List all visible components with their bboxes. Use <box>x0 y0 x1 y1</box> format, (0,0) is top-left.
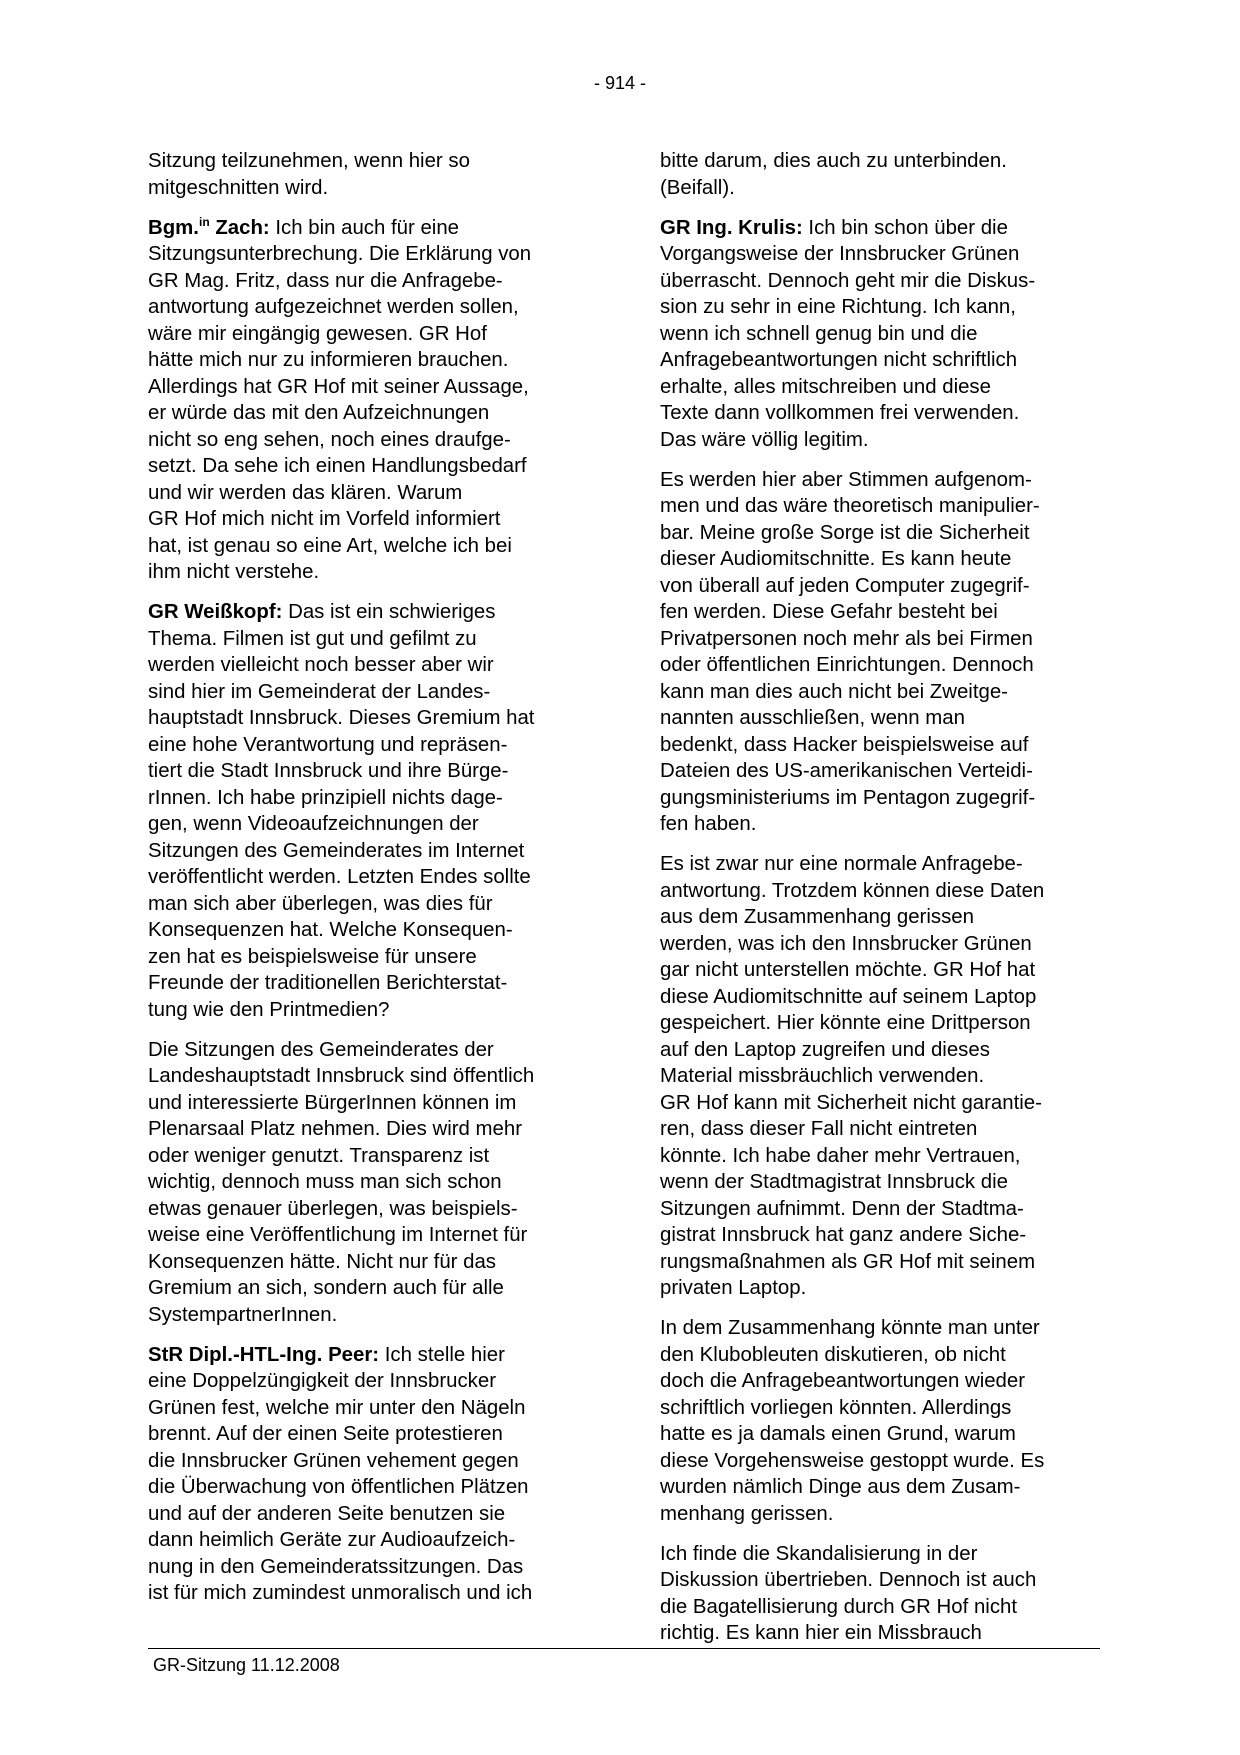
paragraph-text: Ich bin auch für eine Sitzungsunterbrechung. Die Erklärung von GR Mag. Fritz, dass nur die Anfragebe- antwortung aufgezeichnet werden sollen, wäre mir eingängig gewesen. GR Hof hätte mich nur zu informieren brauchen. Allerdings hat GR Hof mit seiner Aussage, er würde das mit den Aufzeichnungen nicht so eng sehen, noch eines draufge- setzt. Da sehe ich einen Handlungsbedarf und wir werden das klären. Warum GR Hof mich nicht im Vorfeld informiert hat, ist genau so eine Art, welche ich bei ihm nicht verstehe. <box>148 216 532 583</box>
paragraph-text: Es ist zwar nur eine normale Anfragebe- antwortung. Trotzdem können diese Daten aus dem Zusammenhang gerissen werden, was ich den Innsbrucker Grünen gar nicht unterstellen möchte. GR Hof hat diese Audiomitschnitte auf seinem Laptop gespeichert. Hier könnte eine Drittperson auf den Laptop zugreifen und dieses Material missbräuchlich verwenden. GR Hof kann mit Sicherheit nicht garantie- ren, dass dieser Fall nicht eintreten könnte. Ich habe daher mehr Vertrauen, wenn der Stadtmagistrat Innsbruck die Sitzungen aufnimmt. Denn der Stadtma- gistrat Innsbruck hat ganz andere Siche- rungsmaßnahmen als GR Hof mit seinem privaten Laptop. <box>660 853 1045 1299</box>
paragraph-text: Ich stelle hier eine Doppelzüngigkeit der Innsbrucker Grünen fest, welche mir unter den Nägeln brennt. Auf der einen Seite protestieren die Innsbrucker Grünen vehement gegen die Überwachung von öffentlichen Plätzen und auf der anderen Seite benutzen sie dann heimlich Geräte zur Audioaufzeich- nung in den Gemeinderatssitzungen. Das ist für mich zumindest unmoralisch und ich <box>148 1343 533 1604</box>
paragraph <box>660 148 1100 201</box>
speaker-name: GR Weißkopf: <box>148 601 283 623</box>
paragraph <box>660 851 1100 1302</box>
paragraph-text: bitte darum, dies auch zu unterbinden. (Beifall). <box>660 150 1007 199</box>
speaker-name: StR Dipl.-HTL-Ing. Peer: <box>148 1343 380 1366</box>
paragraph-text: Ich finde die Skandalisierung in der Diskussion übertrieben. Dennoch ist auch die Bagatellisierung durch GR Hof nicht richtig. Es kann hier ein Missbrauch <box>660 1542 1037 1644</box>
speaker-name: GR Ing. Krulis: <box>660 216 803 239</box>
left-column <box>148 148 588 1620</box>
paragraph <box>660 467 1100 838</box>
speaker-name: Bgm.$^{in}$ Zach: <box>148 214 270 239</box>
paragraph <box>660 215 1100 454</box>
footer-divider <box>148 1648 1100 1649</box>
paragraph-text: In dem Zusammenhang könnte man unter den Klubobleuten diskutieren, ob nicht doch die Anfragebeantwortungen wieder schriftlich vorliegen könnten. Allerdings hatte es ja damals einen Grund, warum diese Vorgehensweise gestoppt wurde. Es wurden nämlich Dinge aus dem Zusam- menhang gerissen. <box>660 1317 1045 1525</box>
paragraph <box>148 599 588 1023</box>
paragraph-text: Es werden hier aber Stimmen aufgenom- men und das wäre theoretisch manipulier- bar. Meine große Sorge ist die Sicherheit dieser Audiomitschnitte. Es kann heute von überall auf jeden Computer zugegrif- fen werden. Diese Gefahr besteht bei Privatpersonen noch mehr als bei Firmen oder öffentlichen Einrichtungen. Dennoch kann man dies auch nicht bei Zweitge- nannten ausschließen, wenn man bedenkt, dass Hacker beispielsweise auf Dateien des US-amerikanischen Verteidi- gungsministeriums im Pentagon zugegrif- fen haben. <box>660 468 1040 835</box>
paragraph <box>660 1315 1100 1527</box>
paragraph <box>148 1342 588 1607</box>
paragraph-text: Die Sitzungen des Gemeinderates der Landeshauptstadt Innsbruck sind öffentlich und interessierte BürgerInnen können im Plenarsaal Platz nehmen. Dies wird mehr oder weniger genutzt. Transparenz ist wichtig, dennoch muss man sich schon etwas genauer überlegen, was beispiels- weise eine Veröffentlichung im Internet für Konsequenzen hätte. Nicht nur für das Gremium an sich, sondern auch für alle SystempartnerInnen. <box>148 1038 535 1326</box>
footer-text: GR-Sitzung 11.12.2008 <box>153 1655 340 1675</box>
paragraph <box>660 1541 1100 1647</box>
page-number: - 914 - <box>593 73 647 93</box>
right-column <box>660 148 1100 1660</box>
paragraph-text: Das ist ein schwieriges Thema. Filmen ist gut und gefilmt zu werden vielleicht noch besser aber wir sind hier im Gemeinderat der Landes- hauptstadt Innsbruck. Dieses Gremium hat eine hohe Verantwortung und repräsen- tiert die Stadt Innsbruck und ihre Bürge- rInnen. Ich habe prinzipiell nichts dage- gen, wenn Videoaufzeichnungen der Sitzungen des Gemeinderates im Internet veröffentlicht werden. Letzten Endes sollte man sich aber überlegen, was dies für Konsequenzen hat. Welche Konsequen- zen hat es beispielsweise für unsere Freunde der traditionellen Berichterstat- tung wie den Printmedien? <box>148 601 535 1021</box>
paragraph <box>148 215 588 586</box>
paragraph <box>148 1037 588 1329</box>
paragraph <box>148 148 588 201</box>
paragraph-text: Sitzung teilzunehmen, wenn hier so mitgeschnitten wird. <box>148 150 470 199</box>
speaker-superscript: in <box>198 214 210 229</box>
paragraph-text: Ich bin schon über die Vorgangsweise der Innsbrucker Grünen überrascht. Dennoch geht mir die Diskus- sion zu sehr in eine Richtung. Ich kann, wenn ich schnell genug bin und die Anfragebeantwortungen nicht schriftlich erhalte, alles mitschreiben und diese Texte dann vollkommen frei verwenden. Das wäre völlig legitim. <box>660 216 1036 451</box>
